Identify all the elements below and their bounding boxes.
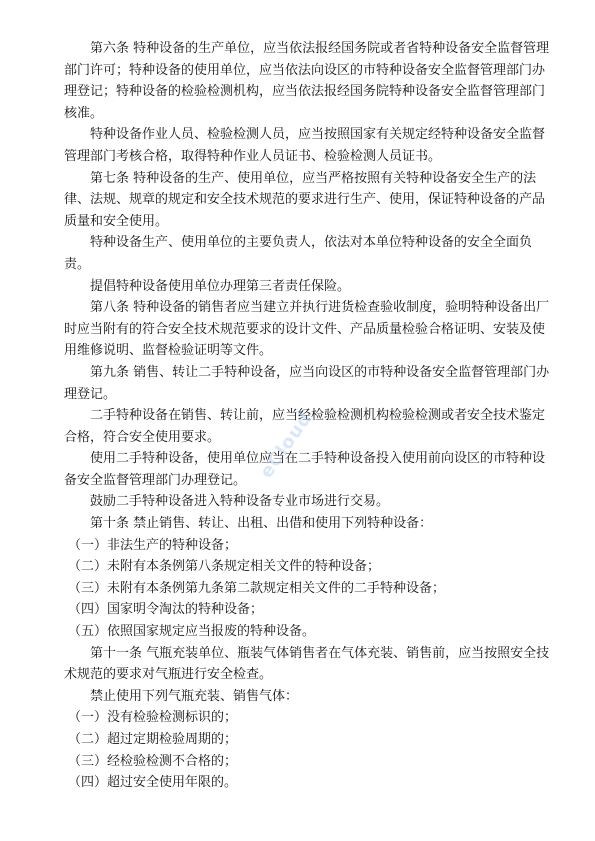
article-9-market-paragraph: 鼓励二手特种设备进入特种设备专业市场进行交易。 <box>90 494 390 510</box>
article-6-paragraph: 第六条 特种设备的生产单位，应当依法报经国务院或者省特种设备安全监督管理部门许可；特种设备的使用单位，应当依法向设区的市特种设备安全监督管理部门办理登记；特种设备的检验检测机构，应当依法报经国务院特种设备安全监督管理部门核准。 <box>64 41 550 121</box>
article-11-item-2: （二）超过定期检验周期的； <box>68 732 238 747</box>
article-11-prohibition-paragraph: 禁止使用下列气瓶充装、销售气体： <box>90 688 299 704</box>
article-11-paragraph: 第十一条 气瓶充装单位、瓶装气体销售者在气体充装、销售前，应当按照安全技术规范的要求对气瓶进行安全检查。 <box>64 645 550 683</box>
article-6-personnel-paragraph: 特种设备作业人员、检验检测人员，应当按照国家有关规定经特种设备安全监督管理部门考核合格，取得特种作业人员证书、检验检测人员证书。 <box>64 127 546 164</box>
article-9-inspection-paragraph: 二手特种设备在销售、转让前，应当经检验检测机构检验检测或者安全技术鉴定合格，符合安全使用要求。 <box>64 408 546 445</box>
article-7-paragraph: 第七条 特种设备的生产、使用单位，应当严格按照有关特种设备安全生产的法律、法规、规章的规定和安全技术规范的要求进行生产、使用，保证特种设备的产品质量和安全使用。 <box>64 170 546 229</box>
article-7-insurance-paragraph: 提倡特种设备使用单位办理第三者责任保险。 <box>90 278 351 294</box>
article-10-paragraph: 第十条 禁止销售、转让、出租、出借和使用下列特种设备： <box>90 516 433 532</box>
article-10-item-2: （二）未附有本条例第八条规定相关文件的特种设备； <box>68 559 381 575</box>
article-9-registration-paragraph: 使用二手特种设备，使用单位应当在二手特种设备投入使用前向设区的市特种设备安全监督管理部门办理登记。 <box>64 451 546 488</box>
article-10-item-5: （五）依照国家规定应当报废的特种设备。 <box>68 624 316 640</box>
article-11-item-3: （三）经检验检测不合格的； <box>68 753 238 769</box>
article-10-item-1: （一）非法生产的特种设备； <box>68 537 238 553</box>
article-10-item-4: （四）国家明令淘汰的特种设备； <box>68 602 264 618</box>
article-10-item-3: （三）未附有本条例第九条第二款规定相关文件的二手特种设备； <box>68 580 446 596</box>
article-9-paragraph: 第九条 销售、转让二手特种设备，应当向设区的市特种设备安全监督管理部门办理登记。 <box>64 364 550 402</box>
article-11-item-1: （一）没有检验检测标识的； <box>68 710 238 726</box>
article-8-paragraph: 第八条 特种设备的销售者应当建立并执行进货检查验收制度，验明特种设备出厂时应当附有的符合安全技术规范要求的设计文件、产品质量检验合格证明、安装及使用维修说明、监督检验证明等文件。 <box>64 300 550 359</box>
article-11-item-4: （四）超过安全使用年限的。 <box>68 775 238 791</box>
article-7-responsibility-paragraph: 特种设备生产、使用单位的主要负责人，依法对本单位特种设备的安全全面负责。 <box>64 235 533 272</box>
watermark: eCloud <box>256 408 317 483</box>
